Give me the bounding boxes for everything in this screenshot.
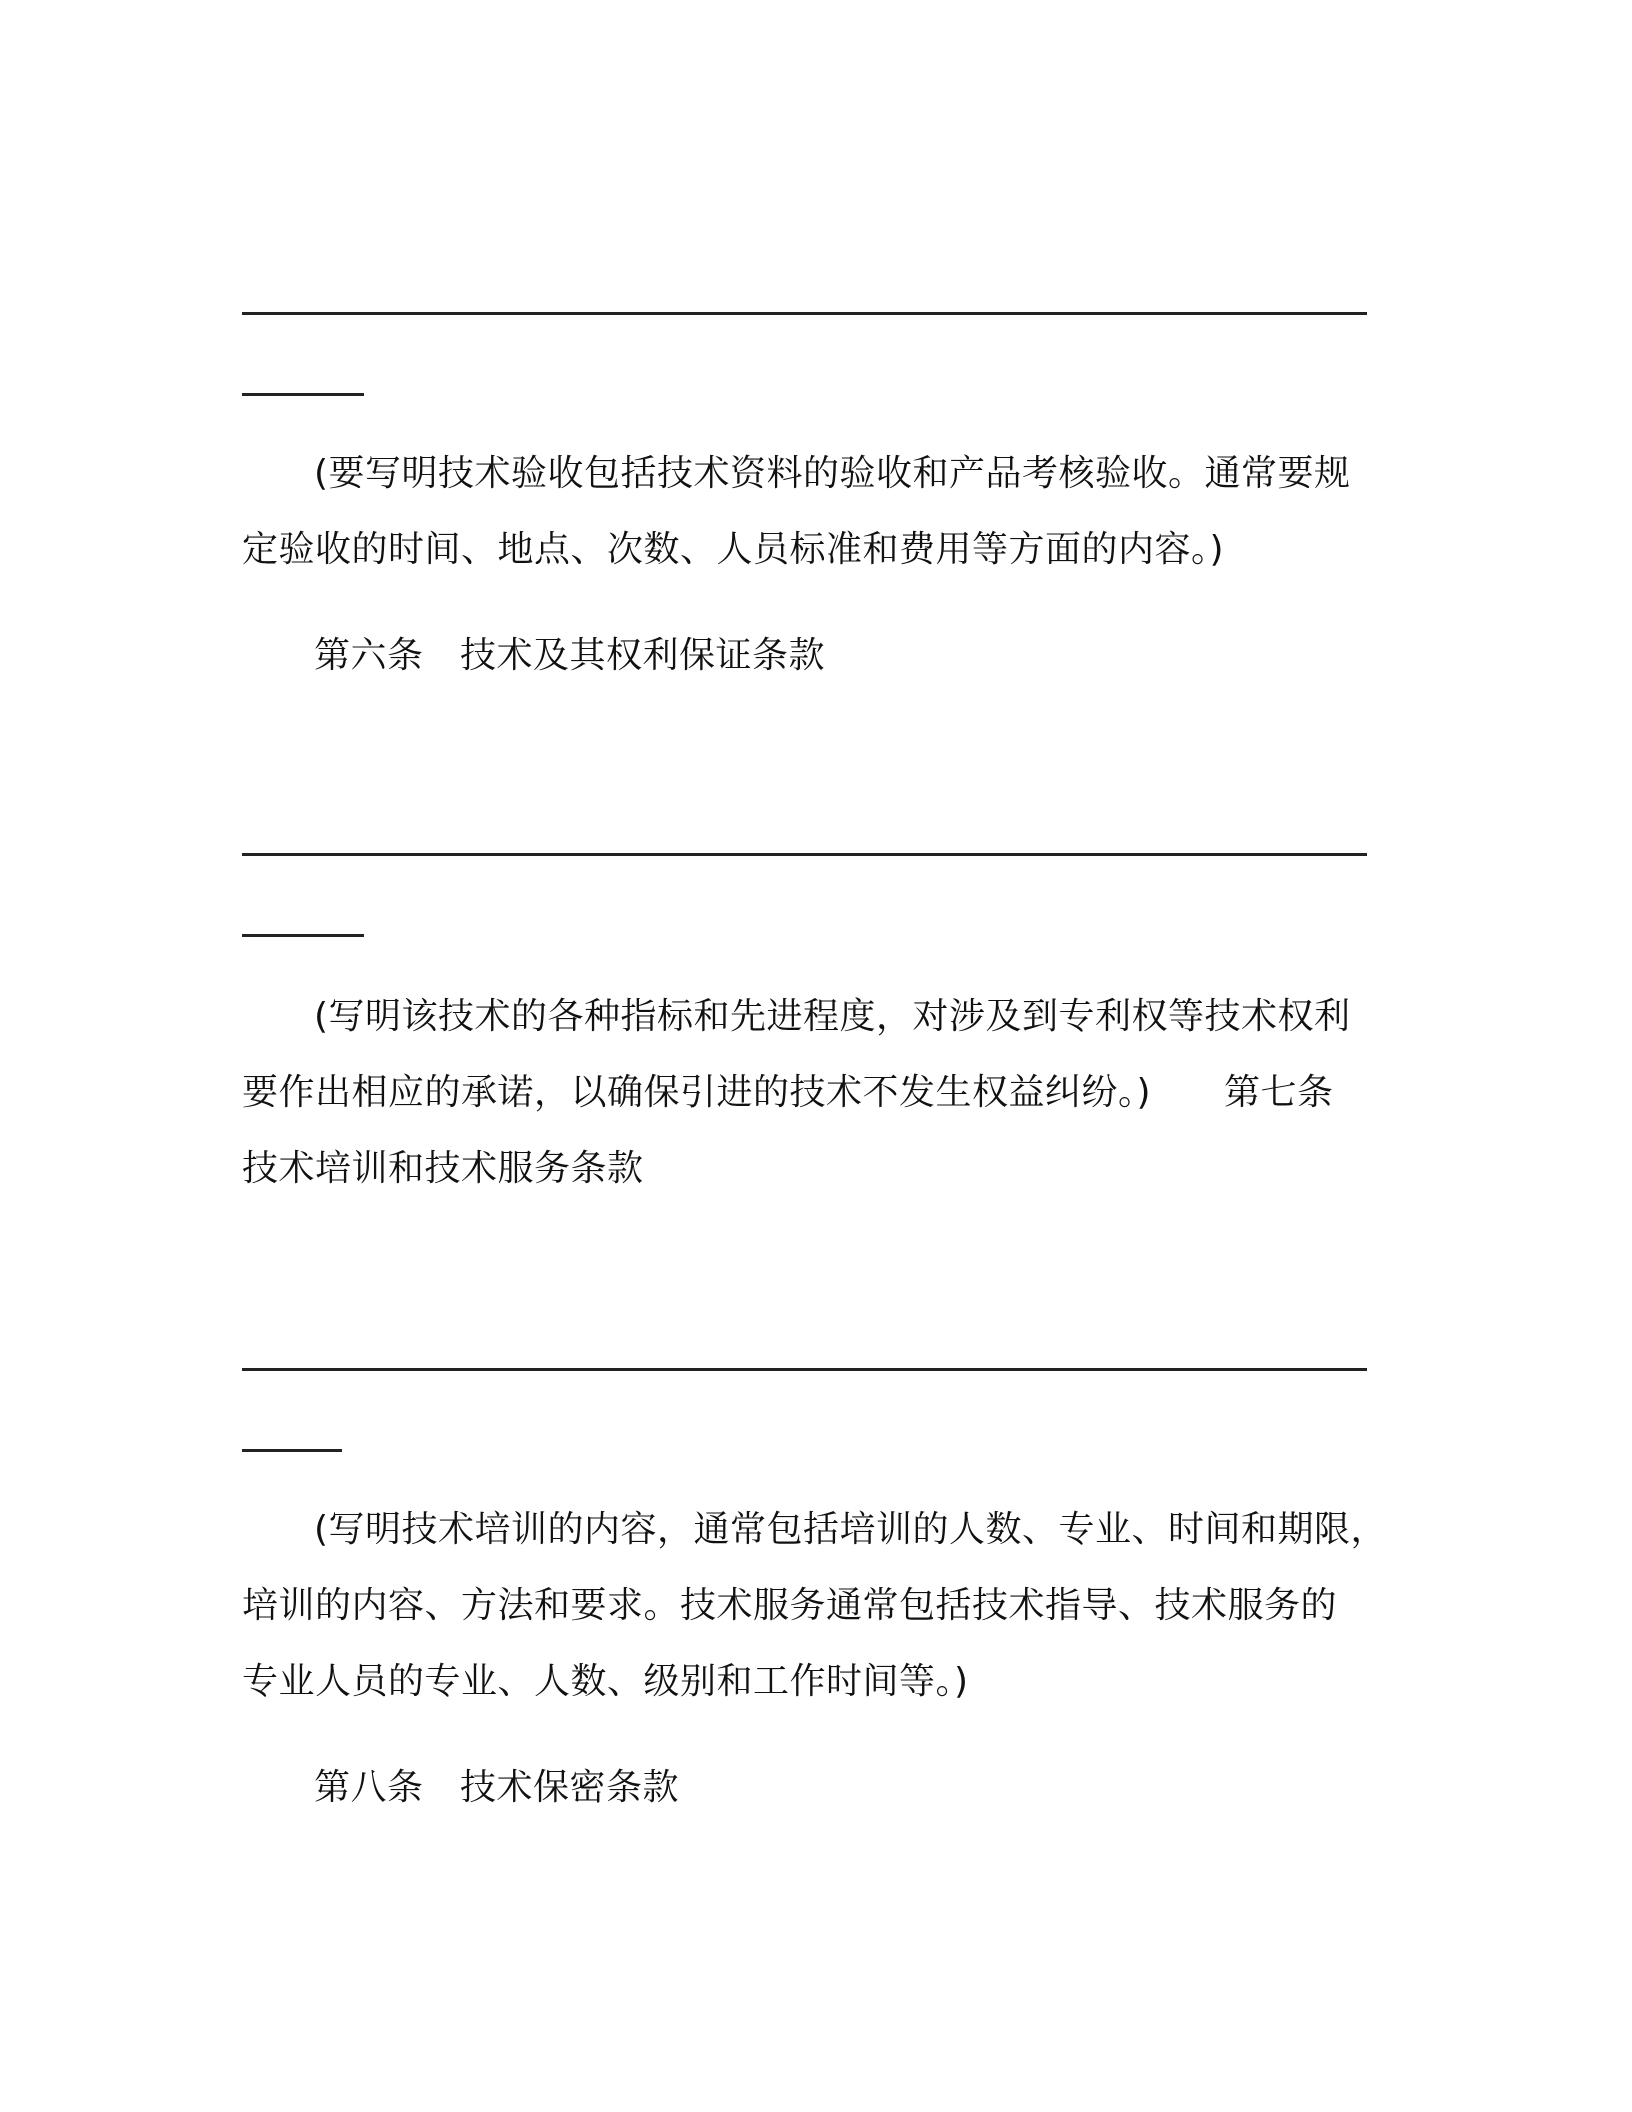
section6-note-line: 要作出相应的承诺，以确保引进的技术不发生权益纠纷。) 第七条 <box>242 1072 1334 1113</box>
section7-note-line: (写明技术培训的内容，通常包括培训的人数、专业、时间和期限， <box>314 1509 1388 1550</box>
blank-fill-line <box>242 312 1367 315</box>
blank-fill-line <box>242 393 364 396</box>
section7-note-line: 专业人员的专业、人数、级别和工作时间等。) <box>242 1661 969 1702</box>
section8-heading: 第八条 技术保密条款 <box>314 1767 680 1808</box>
section7-note-line: 培训的内容、方法和要求。技术服务通常包括技术指导、技术服务的 <box>242 1585 1338 1626</box>
section6-heading: 第六条 技术及其权利保证条款 <box>314 635 826 676</box>
section5-note-line: (要写明技术验收包括技术资料的验收和产品考核验收。通常要规 <box>314 453 1351 494</box>
blank-fill-line <box>242 853 1367 856</box>
section6-note-line: (写明该技术的各种指标和先进程度，对涉及到专利权等技术权利 <box>314 996 1351 1037</box>
section5-note-line: 定验收的时间、地点、次数、人员标准和费用等方面的内容。) <box>242 529 1225 570</box>
blank-fill-line <box>242 1449 342 1452</box>
blank-fill-line <box>242 934 364 937</box>
section7-heading: 技术培训和技术服务条款 <box>242 1148 644 1189</box>
blank-fill-line <box>242 1368 1367 1371</box>
